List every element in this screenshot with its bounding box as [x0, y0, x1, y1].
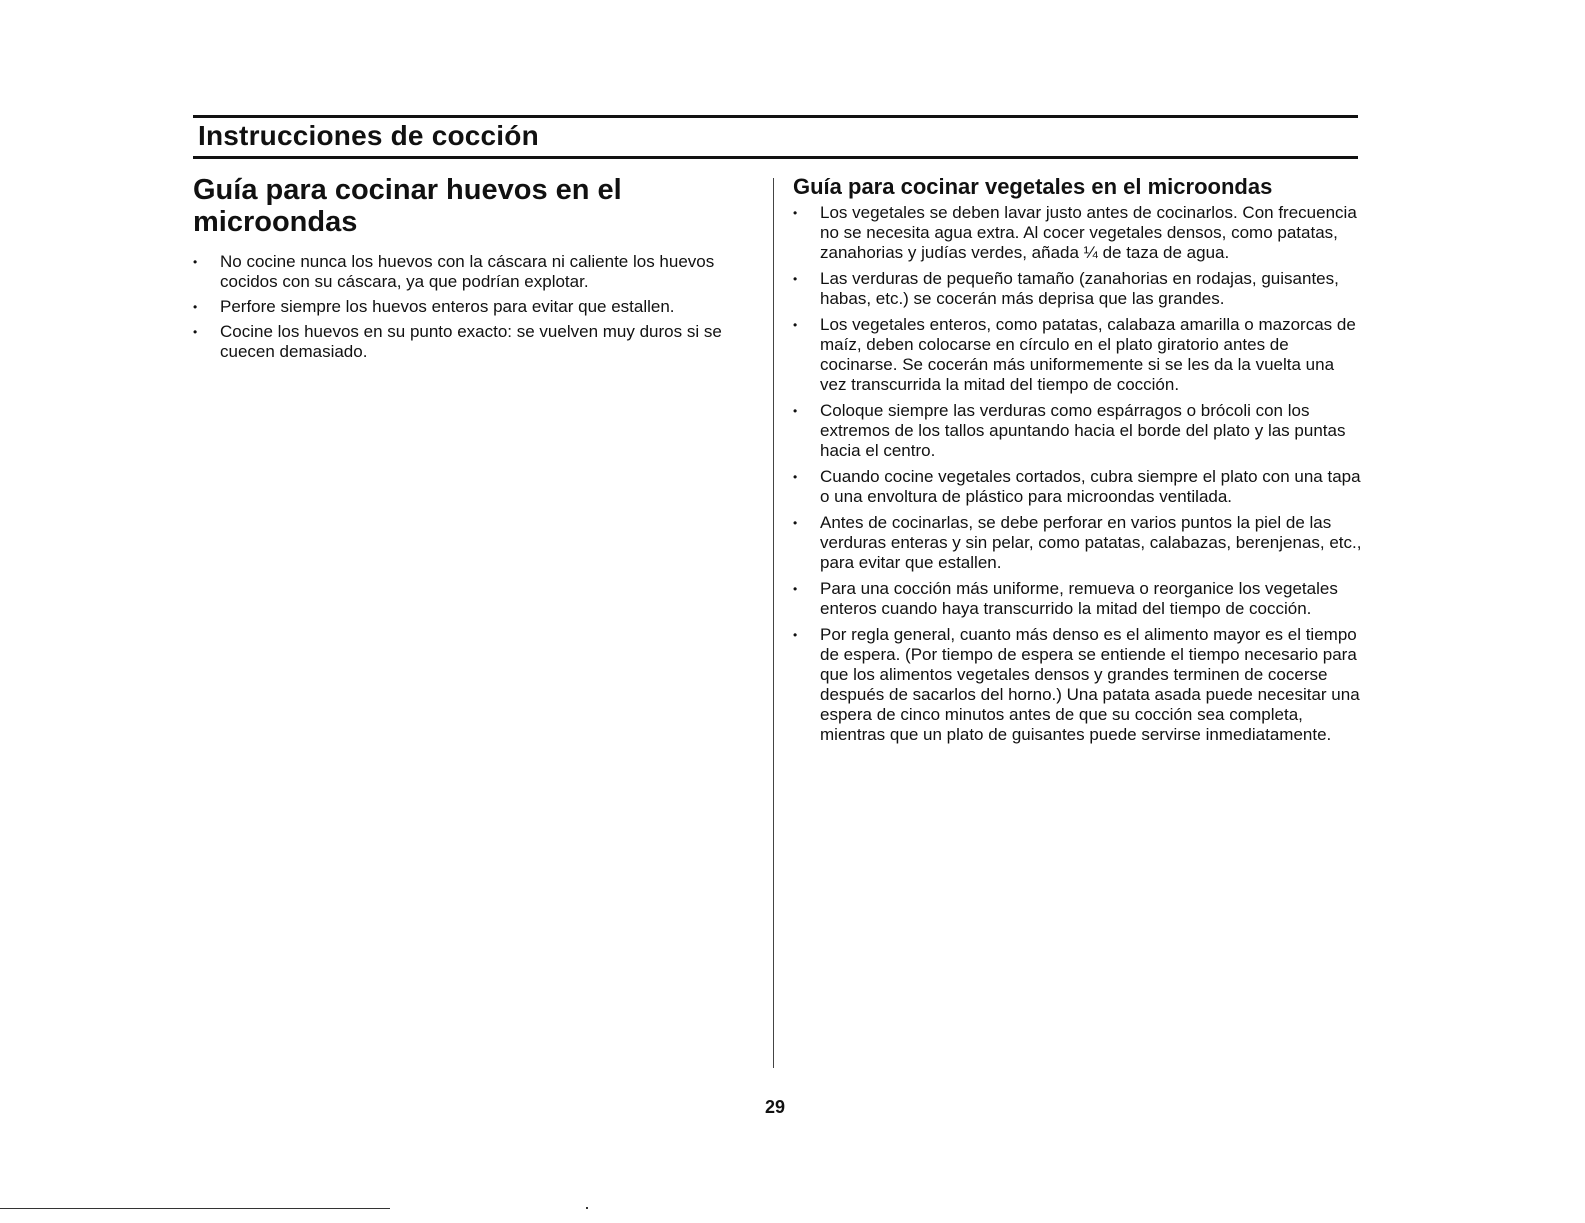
list-item	[193, 252, 753, 292]
bullet-icon: •	[793, 318, 798, 332]
list-item	[793, 625, 1363, 745]
vegetables-section	[793, 174, 1363, 751]
bullet-icon: •	[793, 582, 798, 596]
list-item-text: Las verduras de pequeño tamaño (zanahorias en rodajas, guisantes, habas, etc.) se cocerán más deprisa que las grandes.	[820, 269, 1339, 308]
bullet-icon: •	[193, 300, 198, 314]
list-item-text: Antes de cocinarlas, se debe perforar en varios puntos la piel de las verduras enteras y sin pelar, como patatas, calabazas, berenjenas, etc., para evitar que estallen.	[820, 513, 1362, 572]
vegetables-heading: Guía para cocinar vegetales en el microondas	[793, 174, 1273, 199]
list-item-text: Los vegetales enteros, como patatas, calabaza amarilla o mazorcas de maíz, deben colocarse en círculo en el plato giratorio antes de cocinarse. Se cocerán más uniformemente si se les da la vuelta una vez transcurrida la mitad del tiempo de cocción.	[820, 315, 1356, 394]
bullet-icon: •	[793, 516, 798, 530]
list-item	[793, 315, 1363, 395]
list-item-text: Cuando cocine vegetales cortados, cubra siempre el plato con una tapa o una envoltura de plástico para microondas ventilada.	[820, 467, 1361, 506]
bullet-icon: •	[193, 255, 198, 269]
list-item-text: Cocine los huevos en su punto exacto: se vuelven muy duros si se cuecen demasiado.	[220, 322, 722, 361]
list-item	[193, 322, 753, 362]
bullet-icon: •	[793, 272, 798, 286]
page-number: 29	[764, 1097, 786, 1117]
list-item	[793, 269, 1363, 309]
bullet-icon: •	[793, 628, 798, 642]
list-item-text: Para una cocción más uniforme, remueva o reorganice los vegetales enteros cuando haya transcurrido la mitad del tiempo de cocción.	[820, 579, 1338, 618]
eggs-list	[193, 252, 753, 362]
list-item	[193, 297, 753, 317]
list-item	[793, 579, 1363, 619]
list-item	[793, 401, 1363, 461]
list-item-text: No cocine nunca los huevos con la cáscara ni caliente los huevos cocidos con su cáscara, ya que podrían explotar.	[220, 252, 715, 291]
list-item	[793, 467, 1363, 507]
list-item-text: Coloque siempre las verduras como espárragos o brócoli con los extremos de los tallos apuntando hacia el borde del plato y las puntas hacia el centro.	[820, 401, 1346, 460]
list-item-text: Por regla general, cuanto más denso es el alimento mayor es el tiempo de espera. (Por tiempo de espera se entiende el tiempo necesario para que los alimentos vegetales densos y grandes terminen de cocerse después de sacarlos del horno.) Una patata asada puede necesitar una espera de cinco minutos antes de que su cocción sea completa, mientras que un plato de guisantes puede servirse inmediatamente.	[820, 625, 1360, 744]
list-item	[793, 513, 1363, 573]
bullet-icon: •	[793, 206, 798, 220]
section-title: Instrucciones de cocción	[198, 120, 539, 151]
eggs-heading: Guía para cocinar huevos en el microondas	[193, 174, 622, 238]
list-item-text: Los vegetales se deben lavar justo antes de cocinarlos. Con frecuencia no se necesita agua extra. Al cocer vegetales densos, como patatas, zanahorias y judías verdes, añada ¼ de taza de agua.	[820, 203, 1357, 262]
bullet-icon: •	[793, 404, 798, 418]
list-item	[793, 203, 1363, 263]
eggs-section	[193, 174, 753, 367]
bullet-icon: •	[193, 325, 198, 339]
footer-mark	[586, 1207, 588, 1209]
header-rule-bottom	[193, 156, 1358, 159]
list-item-text: Perfore siempre los huevos enteros para evitar que estallen.	[220, 297, 675, 316]
footer-line	[0, 1208, 390, 1209]
bullet-icon: •	[793, 470, 798, 484]
column-divider	[773, 178, 774, 1068]
vegetables-list	[793, 203, 1363, 745]
